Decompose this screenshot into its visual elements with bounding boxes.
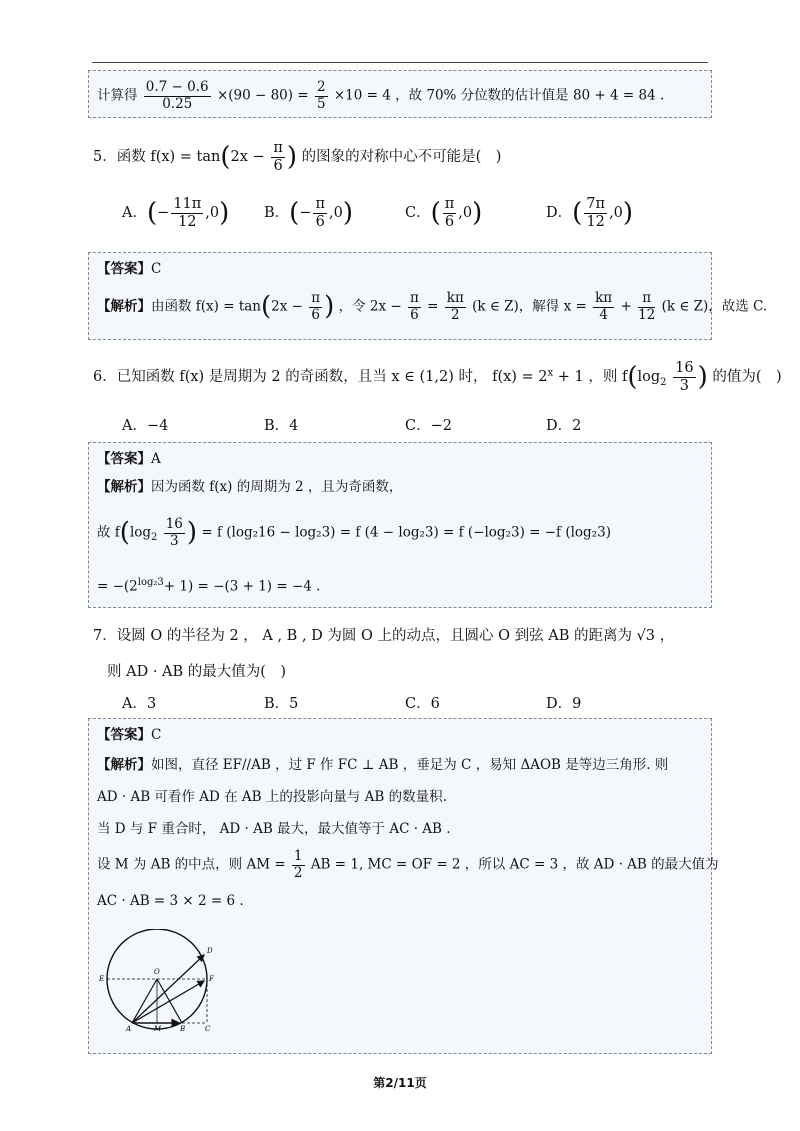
q6-stem: 6．已知函数 f(x) 是周期为 2 的奇函数，且当 x ∈ (1,2) 时， $f(x) = 2^x + 1$ ，则 $f(\log_2$ $\frac{16}{3}$ ) 的值为( ) [93, 360, 782, 394]
label-e: E [99, 975, 105, 983]
q5-stem: 5．函数 f(x) = tan(2x − $\frac{\pi}{6}$ ) 的图象的对称中心不可能是( ) [93, 140, 502, 174]
q6-option-b: B．4 [264, 418, 299, 434]
q7-answer: 【答案】C [97, 727, 162, 743]
q7-analysis-l3: 当 D 与 F 重合时， AD · AB 最大，最大值等于 AC · AB . [97, 821, 451, 837]
q5-answer-box [88, 252, 768, 340]
q7-stem-2: 则 AD · AB 的最大值为( ) [107, 664, 287, 680]
q6-option-d: D．2 [546, 418, 582, 434]
q4-solution-line [97, 80, 664, 112]
q5-option-a: A．(− $\frac{11\pi}{12}$ ,0) [122, 196, 230, 230]
q4-solution-box [88, 70, 712, 118]
label-a: A [126, 1025, 132, 1033]
text: 计算得 [97, 87, 138, 104]
label-f: F [209, 975, 214, 983]
fraction: $\frac{2}{5}$ [316, 79, 326, 112]
q5-option-c: C．( $\frac{\pi}{6}$ ,0) [405, 196, 483, 230]
label-c: C [205, 1025, 211, 1033]
label-o: O [154, 968, 160, 976]
q7-option-d: D．9 [546, 696, 582, 712]
fraction: $\frac{0.7 - 0.6}{0.25}$ [145, 79, 209, 112]
q5-option-d: D．( $\frac{7\pi}{12}$ ,0) [546, 196, 634, 230]
label-b: B [180, 1025, 186, 1033]
q7-analysis-l2: AD · AB 可看作 AD 在 AB 上的投影向量与 AB 的数量积. [97, 789, 447, 805]
q5-analysis: 【解析】由函数 f(x) = tan(2x − $\frac{\pi}{6}$ ) ，令 2x − $\frac{\pi}{6}$ = $\frac{k\pi}{2}$ (k ∈ Z)，解得 x = $\frac{k\pi}{4}$ + $\frac{\pi}{12}$ (k ∈ Z)，故选 C. [97, 290, 768, 323]
q7-analysis-l1: 【解析】如图，直径 EF//AB ，过 F 作 FC ⊥ AB ，垂足为 C ，易知 ΔAOB 是等边三角形. 则 [97, 757, 669, 773]
q7-stem-1: 7．设圆 O 的半径为 2 ， A , B , D 为圆 O 上的动点，且圆心 O 到弦 AB 的距离为 √3 ， [93, 628, 675, 644]
label-d: D [207, 947, 213, 955]
text: ×(90 − 80) = [216, 87, 309, 104]
q7-analysis-l5: AC · AB = 3 × 2 = 6 . [97, 893, 244, 909]
label-m: M [154, 1025, 162, 1033]
q6-option-c: C．−2 [405, 418, 452, 434]
q7-option-b: B．5 [264, 696, 299, 712]
page-number: 第2/11页 [373, 1076, 427, 1090]
q6-option-a: A．−4 [122, 418, 169, 434]
q5-answer: 【答案】C [97, 261, 162, 277]
circle-diagram [99, 929, 229, 1039]
q7-analysis-l4: 设 M 为 AB 的中点，则 AM = $\frac{1}{2}$ AB = 1, MC = OF = 2 ，所以 AC = 3 ，故 AD · AB 的最大值为 [97, 848, 719, 881]
q7-option-c: C．6 [405, 696, 440, 712]
q6-answer: 【答案】A [97, 451, 161, 467]
q6-analysis-l1: 【解析】因为函数 f(x) 的周期为 2 ，且为奇函数， [97, 479, 403, 495]
q6-answer-box [88, 442, 712, 608]
text: ×10 = 4 ，故 70% 分位数的估计值是 80 + 4 = 84 . [333, 87, 665, 104]
q7-option-a: A．3 [122, 696, 157, 712]
q6-analysis-l3: = $-(2^{log_23}+ 1) = -(3 + 1) = -4$ . [97, 577, 321, 595]
q6-analysis-l2: 故 $f(\log_2$ $\frac{16}{3}$ ) = f (log₂16 − log₂3) = f (4 − log₂3) = f (−log₂3) = −f (log₂3) [97, 516, 611, 549]
q7-answer-box [88, 718, 719, 1054]
q5-option-b: B．(− $\frac{\pi}{6}$ ,0) [264, 196, 353, 230]
vector-af [132, 981, 204, 1023]
header-rule [92, 62, 708, 63]
